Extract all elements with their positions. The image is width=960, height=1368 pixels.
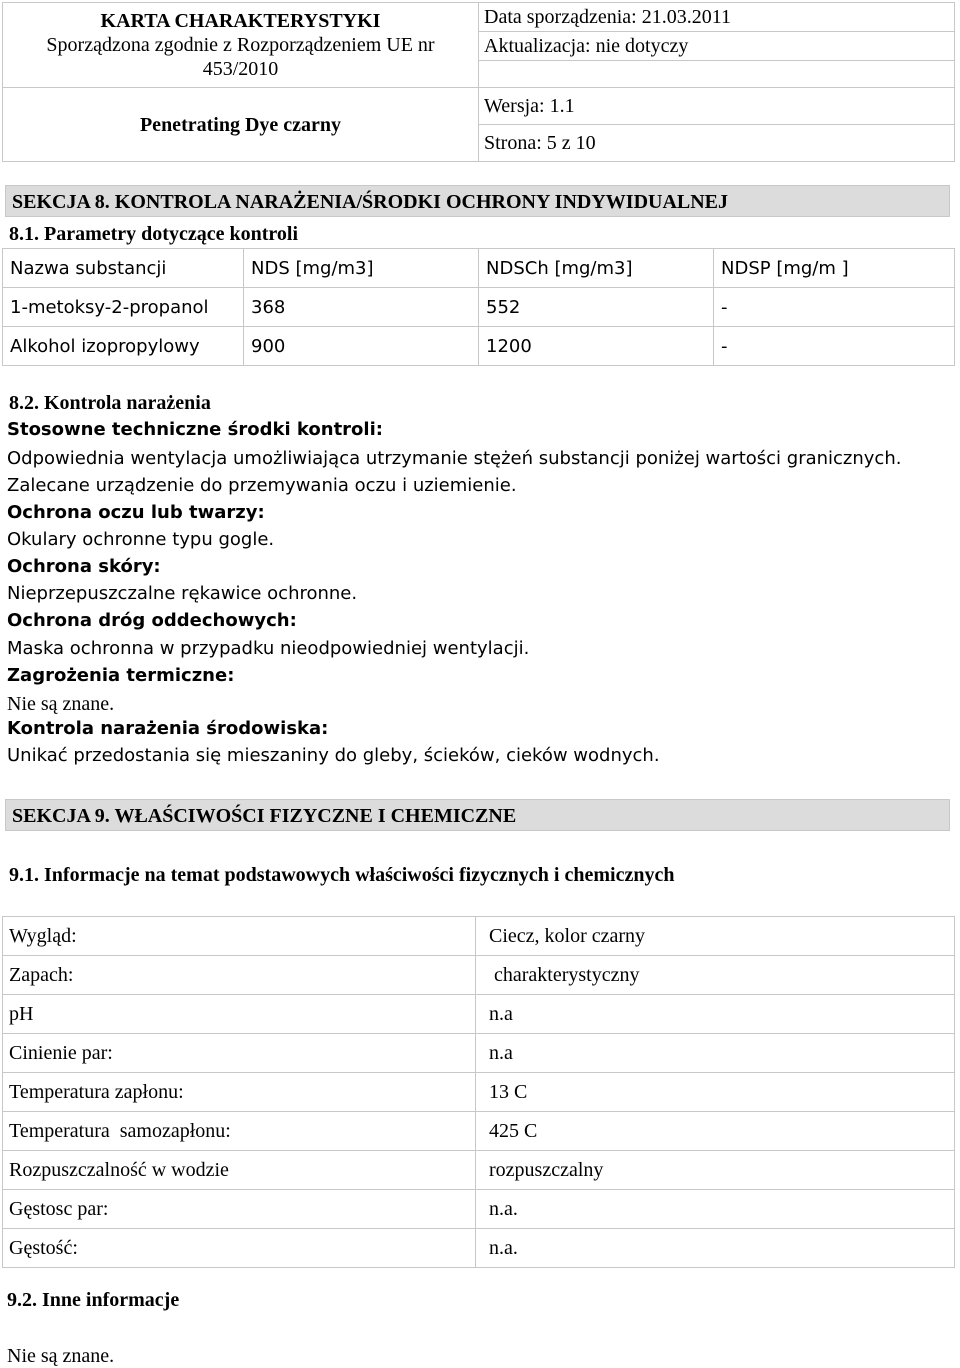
update-cell (479, 32, 955, 61)
property-value-cell (476, 1151, 955, 1190)
property-value-cell (476, 1073, 955, 1112)
regulation-line-1: Sporządzona zgodnie z Rozporządzeniem UE nr (46, 34, 435, 56)
tech-controls-heading: Stosowne techniczne środki kontroli: (7, 419, 383, 440)
table-cell: 1200 (479, 327, 714, 366)
property-name: Gęstosc par: (9, 1198, 109, 1220)
property-name: Cinienie par: (9, 1042, 113, 1064)
property-name-cell (3, 917, 476, 956)
eye-protection-heading: Ochrona oczu lub twarzy: (7, 502, 265, 523)
table-row (3, 995, 955, 1034)
page-cell (479, 125, 955, 162)
environmental-exposure-text: Unikać przedostania się mieszaniny do gleby, ścieków, cieków wodnych. (7, 745, 660, 766)
spacer-cell (479, 61, 955, 88)
header-cell: NDS [mg/m3] (244, 249, 479, 288)
table-row (3, 1034, 955, 1073)
table-cell: - (714, 327, 955, 366)
document-title: KARTA CHARAKTERYSTYKI (100, 10, 381, 32)
property-name-cell (3, 1190, 476, 1229)
creation-date: Data sporządzenia: 21.03.2011 (484, 6, 731, 28)
tech-controls-text-1: Odpowiednia wentylacja umożliwiająca utrzymanie stężeń substancji poniżej wartości granicznych. (7, 448, 902, 469)
table-header-row (3, 249, 955, 288)
table-cell: 900 (244, 327, 479, 366)
page-number: Strona: 5 z 10 (484, 132, 596, 154)
property-name: Rozpuszczalność w wodzie (9, 1159, 229, 1181)
property-value: charakterystyczny (489, 964, 640, 986)
property-value: 425 C (489, 1120, 538, 1142)
table-row (3, 917, 955, 956)
property-name: pH (9, 1003, 34, 1025)
property-value: Ciecz, kolor czarny (489, 925, 646, 947)
header-table (2, 2, 955, 162)
table-cell: - (714, 288, 955, 327)
property-name-cell (3, 1073, 476, 1112)
table-row (3, 288, 955, 327)
property-name: Temperatura samozapłonu: (9, 1120, 231, 1142)
eye-protection-text: Okulary ochronne typu gogle. (7, 529, 275, 550)
property-value-cell (476, 1034, 955, 1073)
product-name: Penetrating Dye czarny (139, 113, 342, 136)
table-row (3, 1112, 955, 1151)
section-9-title: SEKCJA 9. WŁAŚCIWOŚCI FIZYCZNE I CHEMICZNE (5, 799, 950, 831)
property-value-cell (476, 956, 955, 995)
environmental-exposure-heading: Kontrola narażenia środowiska: (7, 718, 329, 739)
regulation-line-2: 453/2010 (202, 58, 279, 80)
version: Wersja: 1.1 (484, 95, 575, 117)
property-name-cell (3, 956, 476, 995)
property-value: n.a (489, 1042, 513, 1064)
header-cell: Nazwa substancji (3, 249, 244, 288)
property-value-cell (476, 1190, 955, 1229)
header-cell: NDSP [mg/m ] (714, 249, 955, 288)
property-value-cell (476, 1229, 955, 1268)
property-value: n.a. (489, 1237, 518, 1259)
subsection-9-1-title: 9.1. Informacje na temat podstawowych właściwości fizycznych i chemicznych (9, 864, 675, 886)
update-status: Aktualizacja: nie dotyczy (484, 35, 689, 57)
property-value: n.a. (489, 1198, 518, 1220)
skin-protection-text: Nieprzepuszczalne rękawice ochronne. (7, 583, 358, 604)
property-name-cell (3, 1034, 476, 1073)
table-cell: Alkohol izopropylowy (3, 327, 244, 366)
property-name-cell (3, 995, 476, 1034)
property-name: Temperatura zapłonu: (9, 1081, 184, 1103)
table-row (3, 327, 955, 366)
property-value: 13 C (489, 1081, 528, 1103)
property-value-cell (476, 1112, 955, 1151)
header-left-top (3, 3, 479, 88)
table-cell: 552 (479, 288, 714, 327)
table-cell: 368 (244, 288, 479, 327)
property-name-cell (3, 1229, 476, 1268)
header-cell: NDSCh [mg/m3] (479, 249, 714, 288)
respiratory-protection-text: Maska ochronna w przypadku nieodpowiedniej wentylacji. (7, 638, 530, 659)
respiratory-protection-heading: Ochrona dróg oddechowych: (7, 610, 297, 631)
property-name-cell (3, 1112, 476, 1151)
property-name: Wygląd: (9, 925, 77, 947)
date-cell (479, 3, 955, 32)
property-name: Gęstość: (9, 1237, 78, 1259)
section-8-title: SEKCJA 8. KONTROLA NARAŻENIA/ŚRODKI OCHRONY INDYWIDUALNEJ (5, 185, 950, 217)
skin-protection-heading: Ochrona skóry: (7, 556, 161, 577)
table-row (3, 956, 955, 995)
table-cell: 1-metoksy-2-propanol (3, 288, 244, 327)
exposure-limits-table (2, 248, 955, 366)
thermal-hazards-heading: Zagrożenia termiczne: (7, 665, 235, 686)
subsection-8-1-title: 8.1. Parametry dotyczące kontroli (9, 223, 298, 245)
property-value: rozpuszczalny (489, 1159, 604, 1181)
product-cell (3, 88, 479, 162)
subsection-8-2-title: 8.2. Kontrola narażenia (9, 392, 211, 414)
thermal-hazards-text: Nie są znane. (7, 693, 115, 715)
subsection-9-2-title: 9.2. Inne informacje (7, 1289, 180, 1311)
properties-table (2, 916, 955, 1268)
property-value-cell (476, 995, 955, 1034)
other-info-text: Nie są znane. (7, 1345, 115, 1367)
table-row (3, 1229, 955, 1268)
property-name-cell (3, 1151, 476, 1190)
property-value-cell (476, 917, 955, 956)
table-row (3, 1151, 955, 1190)
table-row (3, 1073, 955, 1112)
tech-controls-text-2: Zalecane urządzenie do przemywania oczu i uziemienie. (7, 475, 517, 496)
property-value: n.a (489, 1003, 513, 1025)
version-cell (479, 88, 955, 125)
property-name: Zapach: (9, 964, 74, 986)
table-row (3, 1190, 955, 1229)
